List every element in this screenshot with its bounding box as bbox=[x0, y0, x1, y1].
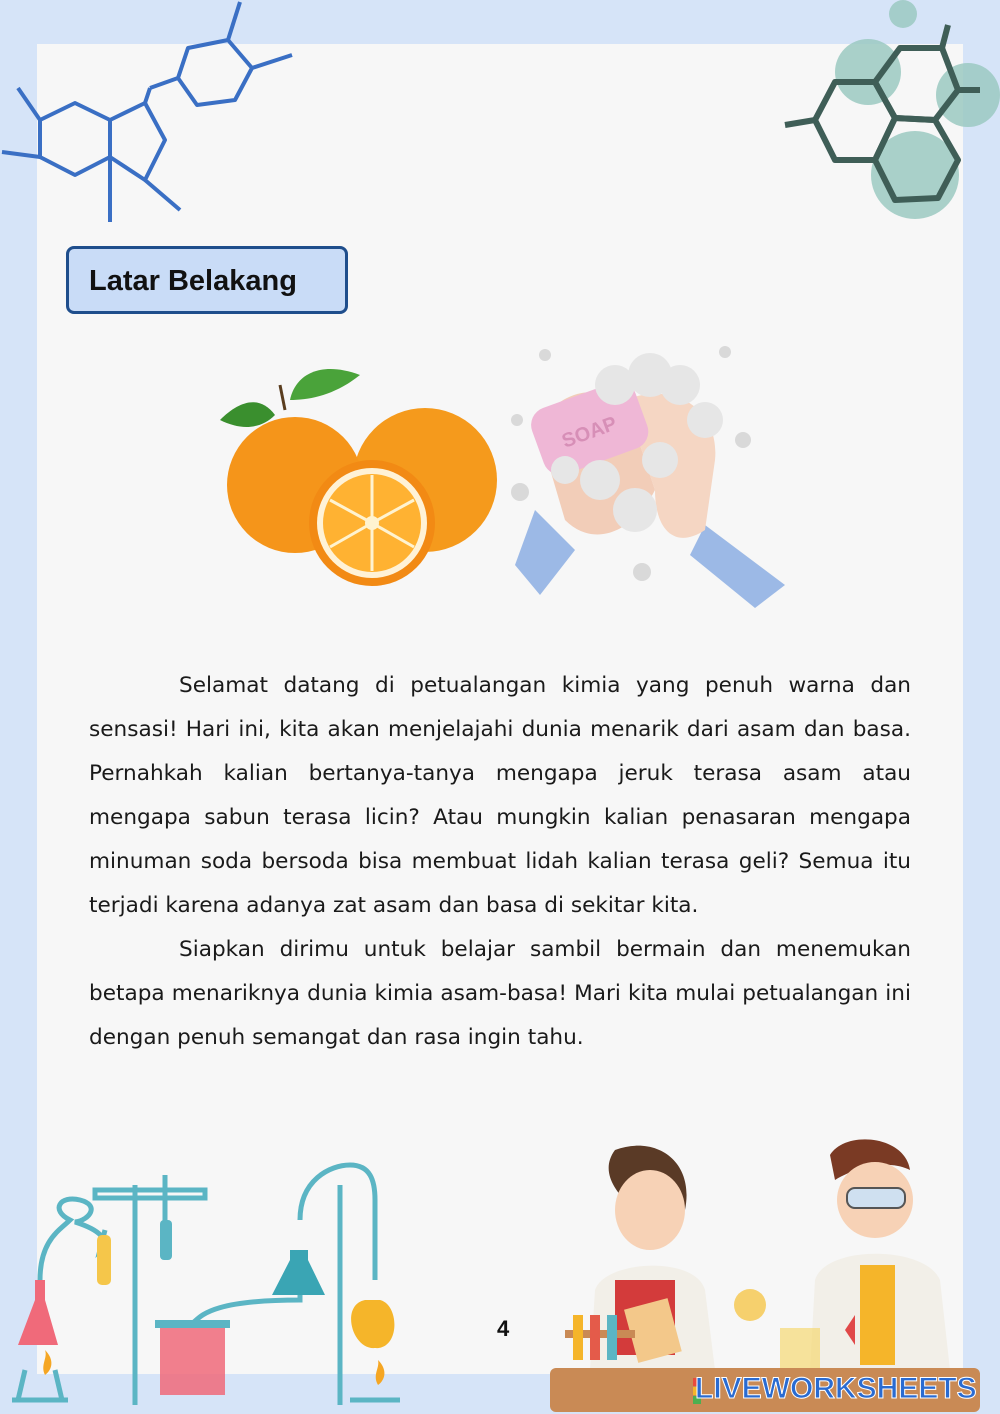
soap-hands-illustration bbox=[505, 340, 795, 610]
lab-equipment-illustration bbox=[0, 1160, 420, 1414]
page-number: 4 bbox=[497, 1316, 510, 1341]
watermark-text: LIVEWORKSHEETS bbox=[695, 1372, 977, 1405]
body-text bbox=[89, 664, 911, 1060]
paragraph-2: Siapkan dirimu untuk belajar sambil bermain dan menemukan betapa menariknya dunia kimia asam-basa! Mari kita mulai petualangan ini dengan penuh semangat dan rasa ingin tahu. bbox=[89, 937, 911, 1050]
paragraph-1: Selamat datang di petualangan kimia yang penuh warna dan sensasi! Hari ini, kita akan menjelajahi dunia menarik dari asam dan basa. Pernahkah kalian bertanya-tanya mengapa jeruk terasa asam atau mengapa sabun terasa licin? Atau mungkin kalian penasaran mengapa minuman soda bersoda bisa membuat lidah kalian terasa geli? Semua itu terjadi karena adanya zat asam dan basa di sekitar kita. bbox=[89, 673, 911, 918]
section-title-box bbox=[66, 246, 348, 314]
molecule-left-illustration bbox=[0, 0, 300, 230]
soap-label: SOAP bbox=[559, 412, 620, 453]
oranges-illustration bbox=[200, 355, 510, 595]
molecule-right-illustration bbox=[780, 0, 1000, 230]
section-title: Latar Belakang bbox=[89, 265, 297, 297]
